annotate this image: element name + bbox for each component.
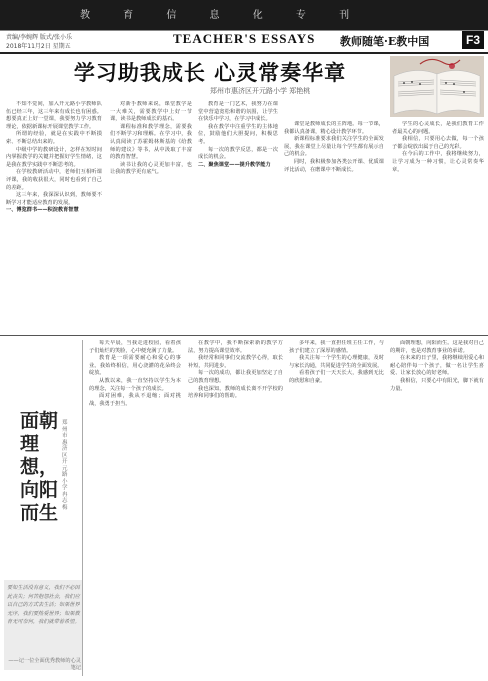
paragraph: 学生的心灵成长，是我们教育工作者最关心的问题。 (392, 121, 484, 135)
paragraph: 每天早晨，当我走进校园，看着孩子们灿烂的笑脸，心中便充满了力量。 (89, 340, 181, 354)
subheading: 二、聚焦课堂——提升教学能力 (198, 161, 271, 168)
page-number: F3 (462, 31, 484, 49)
paragraph: 面朝理想，向阳而生。这是我对自己的期许，也是对教育事业的承诺。 (390, 340, 484, 354)
paragraph: 新课程标准要求我们关注学生的全面发展，我在课堂上尽量让每个学生都有展示自己的机会。 (284, 136, 384, 158)
paragraph: 课程标准和教学理念，需要我们不断学习和理解。在学习中，我认真阅读了苏霍姆林斯基的《给教师的建议》等书，从中汲取了丰富的教育智慧。 (110, 123, 192, 161)
paragraph: 多年来，我一直担任班主任工作，与孩子们建立了深厚的感情。 (289, 340, 384, 354)
paragraph: 我关注每一个学生的心理健康，及时与家长沟通，共同促进学生的全面发展。 (289, 355, 384, 369)
section-divider (0, 335, 488, 336)
article1-column-5 (392, 121, 484, 331)
editor-credit: 责编/李婉辉 版式/张小乐 (6, 34, 72, 41)
paragraph: 在今后的工作中，我将继续努力，让学习成为一种习惯，让心灵常奏华章。 (392, 151, 484, 173)
issue-date: 2018年11月2日 星期五 (6, 43, 71, 50)
paragraph: 我也深知，教师的成长离不开学校的培养和同事们的帮助。 (188, 385, 283, 400)
article-author: 郑州市惠济区开元路小学 郑艳桃 (210, 87, 311, 95)
paragraph: 从教以来，我一直坚持以学生为本的理念，关注每一个孩子的成长。 (89, 377, 181, 392)
paragraph: 看着孩子们一天天长大，我感到无比的欣慰和自豪。 (289, 370, 384, 384)
article2-title: 面朝理想，向阳而生 (20, 410, 59, 524)
paragraph: 不知不觉间，加入开元路小学教师队伍已经三年，这三年来有成长也有困惑。想要真正上好一堂课，我要努力学习教育理论，依据新课标开展课堂教学工作。 (6, 101, 102, 130)
paragraph: 每一次的成功，都让我更加坚定了自己的教育理想。 (188, 370, 283, 384)
article2-column-1 (89, 340, 181, 676)
paragraph: 教育是一项需要耐心和爱心的事业。我始终相信，用心浇灌的花朵终会绽放。 (89, 355, 181, 377)
paragraph: 所谓的经验，就是在实践中不断摸索、不断总结出来的。 (6, 131, 102, 145)
sheet-music-illustration (390, 56, 484, 117)
paragraph: 在未来的日子里，我将继续用爱心和耐心陪伴每一个孩子，做一名让学生喜爱、让家长放心的好老师。 (390, 355, 484, 377)
subheading: 一、博览群书——积淀教育智慧 (6, 207, 79, 214)
english-section-title: TEACHER'S ESSAYS (173, 31, 316, 46)
paragraph: 我相信，只要心中有阳光，脚下就有力量。 (390, 377, 484, 392)
paragraph: 读书让我的心灵更加丰富，也让我的教学更有底气。 (110, 161, 192, 176)
quote-signature: ——记一位全面优秀教师的心灵笔记 (8, 658, 81, 671)
paragraph: 每一次的教学反思，都是一次成长的机会。 (198, 146, 278, 161)
paragraph: 我经常和同事们交流教学心得，取长补短，共同进步。 (188, 355, 283, 369)
column-divider (82, 340, 83, 676)
paragraph: 我在教学中注重学生的主体地位，鼓励他们大胆提问，积极思考。 (198, 123, 278, 145)
paragraph: 课堂是教师成长的主阵地。每一节课，我都认真备课，精心设计教学环节。 (284, 121, 384, 135)
article-title: 学习助我成长 心灵常奏华章 (73, 61, 347, 85)
paragraph: 这三年来，我深深认识到，教师要不断学习才能适应教育的发展。 (6, 192, 102, 206)
paragraph: 对新手教师来说，课堂教学是一大难关，需要教学中上好一节课，读书是教师成长的基石。 (110, 101, 192, 123)
article1-column-4 (284, 121, 384, 331)
paragraph: 我相信，只要用心去做，每一个孩子都会绽放出属于自己的光彩。 (392, 136, 484, 150)
paragraph: 面对困难，我从不退缩；面对挑战，我勇于担当。 (89, 393, 181, 407)
article2-column-3 (289, 340, 384, 676)
article2-column-2 (188, 340, 283, 676)
paragraph: 同时，我积极参加各类公开课、优质课评比活动，在磨课中不断成长。 (284, 158, 384, 173)
masthead-slogan: 教 育 信 息 化 专 刊 (80, 10, 365, 21)
article1-column-1 (6, 101, 102, 331)
quote-text: 要如生活没有意义，我们不必因此丧失；何苦抱怨社会，我们应以自己的方式去生活；如果世界无序，我们要热爱世界；如果教育无可奈何，我们就带着希望。 (7, 585, 80, 625)
sheet-music-photo (390, 56, 484, 117)
article2-author: 郑州市惠济区开元路小学 冉志梅 (62, 420, 68, 511)
article1-column-3 (198, 101, 278, 331)
paragraph: 在学校教研活动中，老师们互相听课评课，我的收获很大，同时也看到了自己的差距。 (6, 169, 102, 191)
article1-column-2 (110, 101, 192, 331)
article2-column-4 (390, 340, 484, 676)
header-rule (0, 52, 488, 54)
column-name: 教师随笔·E教中国 (340, 35, 430, 48)
paragraph: 教育是一门艺术，我努力在课堂中营造宽松和谐的氛围，让学生在快乐中学习，在学习中成长。 (198, 101, 278, 123)
paragraph: 中级中学的教研设计，怎样在短时间内掌握教学的关键并把握好学生情绪，这是我在教学实践中不断思考的。 (6, 146, 102, 168)
paragraph: 在教学中，我不断探索新的教学方法，努力提高课堂效率。 (188, 340, 283, 354)
